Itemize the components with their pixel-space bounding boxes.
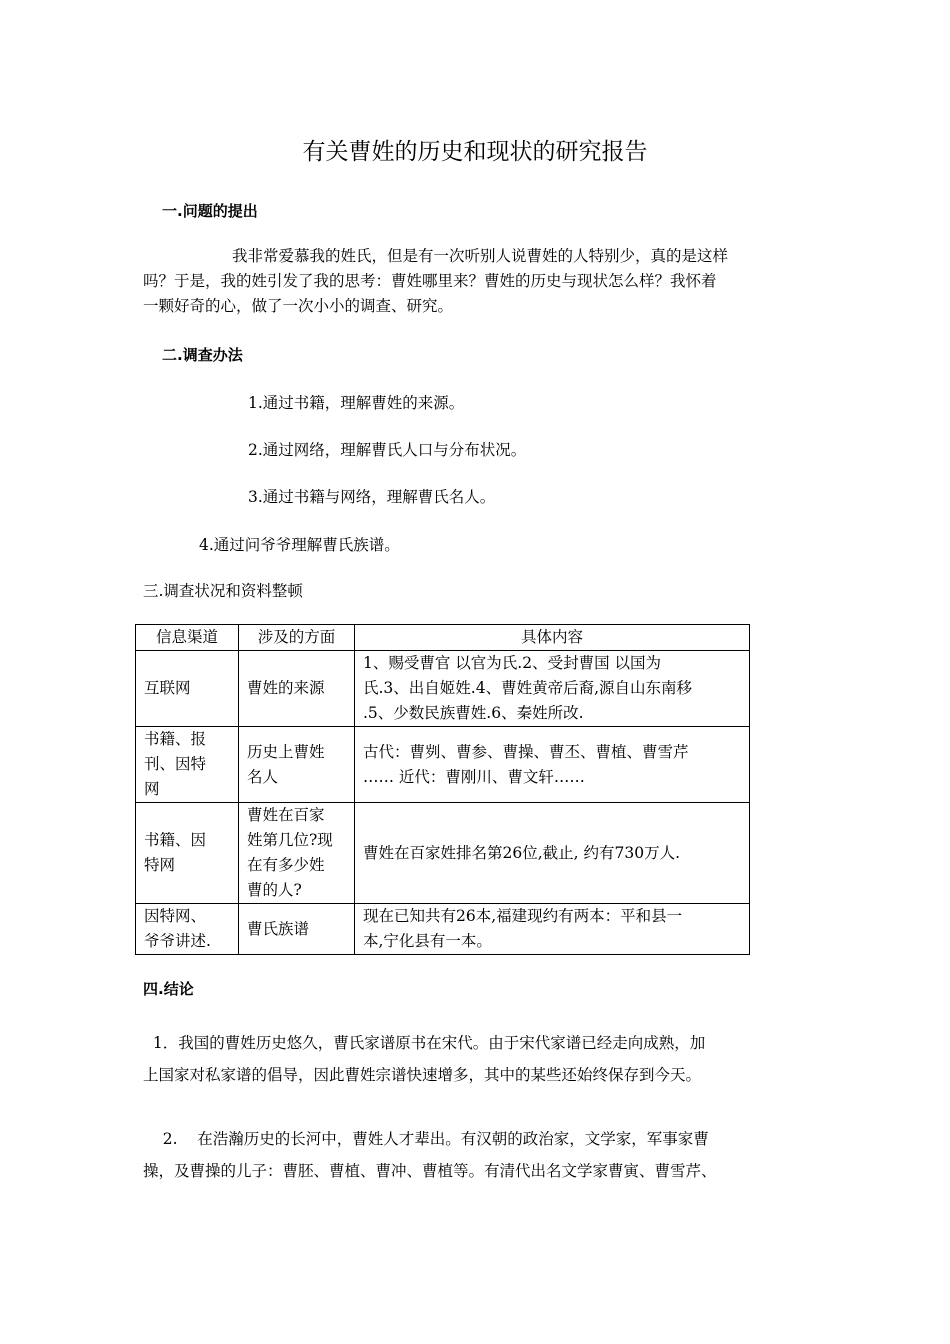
method-item: 1.通过书籍，理解曹姓的来源。 (248, 394, 465, 412)
conclusion-paragraph-2: 2. 在浩瀚历史的长河中，曹姓人才辈出。有汉朝的政治家，文学家，军事家曹 操，及曹操的儿子：曹胚、曹植、曹冲、曹植等。有清代出名文学家曹寅、曹雪芹、 (143, 1130, 717, 1180)
table-row (136, 651, 750, 727)
table-row (136, 904, 750, 955)
method-item: 2.通过网络，理解曹氏人口与分布状况。 (248, 441, 527, 459)
section1-line: 我非常爱慕我的姓氏，但是有一次听别人说曹姓的人特别少，真的是这样 (232, 247, 729, 265)
column-header: 信息渠道 (136, 625, 239, 651)
method-item: 3.通过书籍与网络，理解曹氏名人。 (248, 488, 496, 506)
page-title: 有关曹姓的历史和现状的研究报告 (302, 139, 648, 165)
column-header: 具体内容 (355, 625, 750, 651)
section1-paragraph (143, 244, 728, 319)
section3-heading: 三.调查状况和资料整顿 (143, 582, 303, 600)
table-cell: 曹姓的来源 (239, 651, 355, 727)
table-cell: 曹氏族谱 (239, 904, 355, 955)
conclusion-paragraph-1: 1．我国的曹姓历史悠久，曹氏家谱原书在宋代。由于宋代家谱已经走向成熟，加 上国家对私家谱的倡导，因此曹姓宗谱快速增多，其中的某些还始终保存到今天。 (143, 1034, 706, 1084)
table-cell: 历史上曹姓 名人 (239, 727, 355, 803)
section4-heading: 四.结论 (143, 980, 194, 998)
table-cell: 曹姓在百家姓排名第26位,截止, 约有730万人. (355, 803, 750, 904)
table-cell: 互联网 (136, 651, 239, 727)
survey-table (135, 624, 750, 955)
section1-heading: 一.问题的提出 (162, 202, 258, 220)
section2-heading: 二.调查办法 (162, 346, 243, 364)
table-header-row (136, 625, 750, 651)
table-row (136, 727, 750, 803)
table-cell: 现在已知共有26本,福建现约有两本：平和县一 本,宁化县有一本。 (355, 904, 750, 955)
table-row (136, 803, 750, 904)
column-header: 涉及的方面 (239, 625, 355, 651)
table-cell: 书籍、因 特网 (136, 803, 239, 904)
table-cell: 因特网、 爷爷讲述. (136, 904, 239, 955)
table-cell: 1、赐受曹官 以官为氏.2、受封曹国 以国为 氏.3、出自姬姓.4、曹姓黄帝后裔,源自山东南移 .5、少数民族曹姓.6、秦姓所改. (355, 651, 750, 727)
section1-line: 吗？于是，我的姓引发了我的思考：曹姓哪里来？曹姓的历史与现状怎么样？我怀着 (143, 272, 717, 290)
section1-line: 一颗好奇的心，做了一次小小的调查、研究。 (143, 297, 454, 315)
table-cell: 曹姓在百家 姓第几位?现 在有多少姓 曹的人? (239, 803, 355, 904)
table-cell: 书籍、报 刊、因特 网 (136, 727, 239, 803)
method-item: 4.通过问爷爷理解曹氏族谱。 (199, 536, 400, 554)
table-cell: 古代：曹刿、曹参、曹操、曹丕、曹植、曹雪芹 …… 近代：曹刚川、曹文轩…… (355, 727, 750, 803)
